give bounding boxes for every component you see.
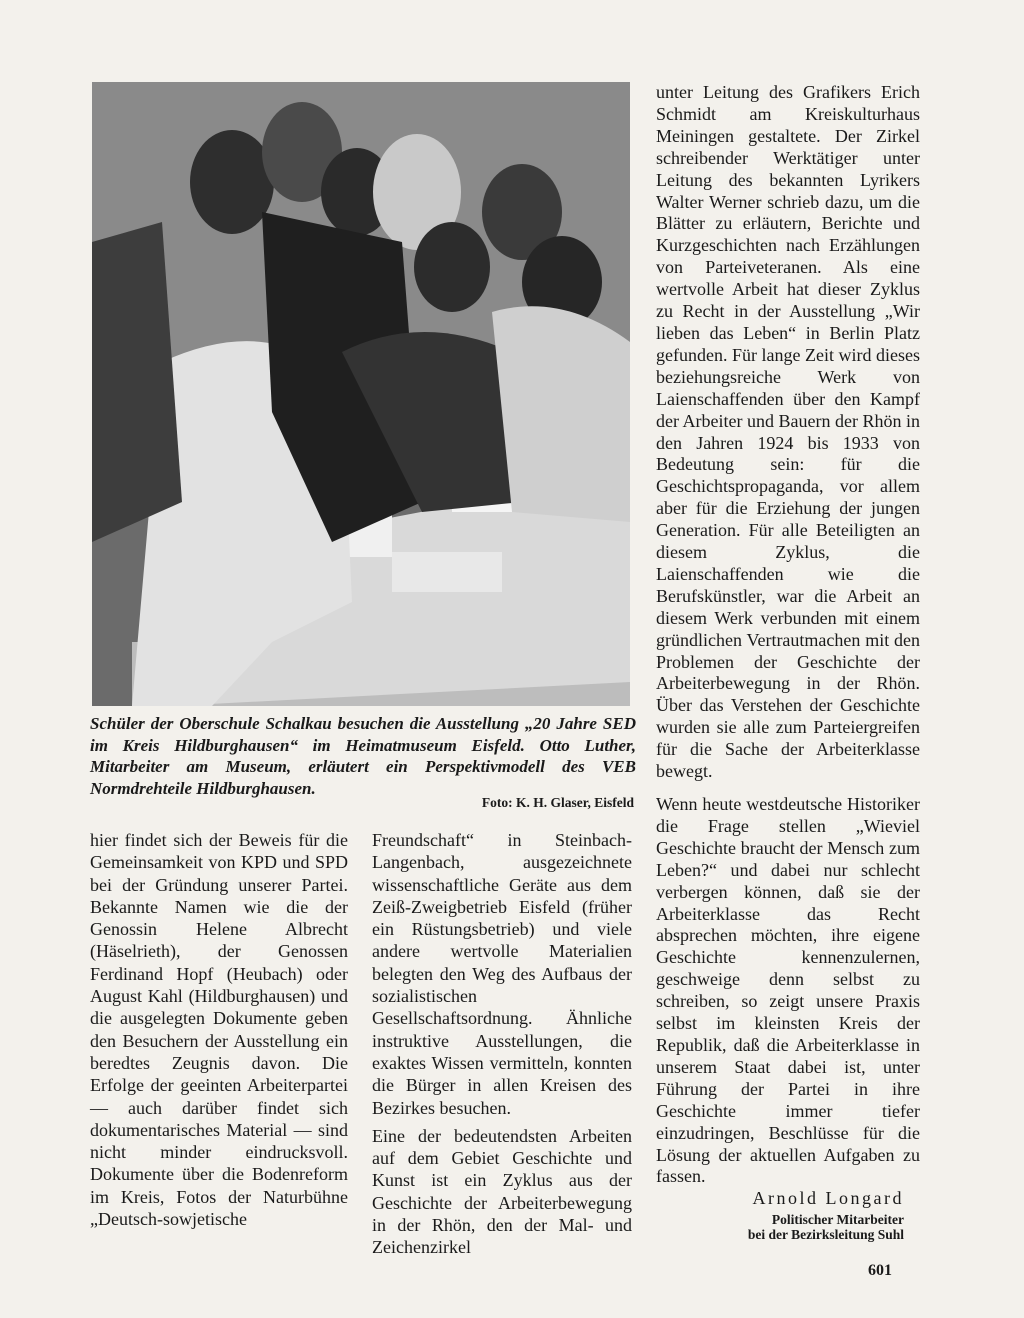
article-column-left — [90, 829, 348, 1230]
article-paragraph: Eine der bedeutendsten Arbeiten auf dem Gebiet Geschichte und Kunst ist ein Zyklus aus der Geschichte der Arbeiterbewegung in der Rhön, den der Mal- und Zeichenzirkel — [372, 1125, 632, 1258]
article-paragraph: Freundschaft“ in Steinbach-Langenbach, ausgezeichnete wissenschaftliche Geräte aus dem Zeiß-Zweigbetrieb Eisfeld (früher ein Rüstungsbetrieb) und viele andere wertvolle Materialien belegten den Weg des Aufbaus der sozialistischen Gesellschaftsordnung. Ähnliche instruktive Ausstellungen, die exaktes Wissen vermitteln, konnten die Bürger in allen Kreisen des Bezirkes besuchen. — [372, 830, 632, 1118]
photo-credit: Foto: K. H. Glaser, Eisfeld — [481, 795, 634, 810]
article-column-middle — [372, 829, 632, 1259]
exhibition-photo — [92, 82, 630, 706]
author-role — [656, 1212, 904, 1242]
article-column-right — [656, 82, 920, 1188]
page-number: 601 — [868, 1262, 892, 1279]
article-paragraph: unter Leitung des Grafikers Erich Schmidt am Kreiskulturhaus Meiningen gestaltete. Der Zirkel schreibender Werktätiger unter Leitung des bekannten Lyrikers Walter Werner schrieb dazu, um die Blätter zu erläutern, Berichte und Kurzgeschichten nach Erzählungen von Parteiveteranen. Als eine wertvolle Arbeit hat dieser Zyklus zu Recht in der Ausstellung „Wir lieben das Leben“ in Berlin Platz gefunden. Für lange Zeit wird dieses beziehungsreiche Werk von Laienschaffenden über den Kampf der Arbeiter und Bauern der Rhön in den Jahren 1924 bis 1933 von Bedeutung sein: für die Geschichtspropaganda, vor allem aber für die Erziehung der jungen Generation. Für alle Beteiligten an diesem Zyklus, die Laienschaffenden wie die Berufskünstler, war die Arbeit an diesem Werk verbunden mit einem gründlichen Vertrautmachen mit den Problemen der Geschichte der Arbeiterbewegung in der Rhön. Über das Verstehen der Geschichte wurden sie alle zum Parteiergreifen für die Sache der Arbeiterklasse bewegt. — [656, 82, 920, 782]
author-role-line: Politischer Mitarbeiter — [771, 1212, 904, 1227]
author-role-line: bei der Bezirksleitung Suhl — [747, 1227, 904, 1242]
article-paragraph: Wenn heute westdeutsche Historiker die Frage stellen „Wieviel Geschichte braucht der Mensch zum Leben?“ und dabei nur schlecht verbergen können, daß sie der Arbeiterklasse das Recht absprechen möchten, ihre eigene Geschichte kennenzulernen, geschweige denn selbst zu schreiben, so zeigt unsere Praxis selbst im kleinsten Kreis der Republik, daß die Arbeiterklasse in unserem Staat dabei ist, unter Führung der Partei in ihre Geschichte immer tiefer einzudringen, Beschlüsse für die Lösung der aktuellen Aufgaben zu fassen. — [656, 794, 920, 1187]
author-name: Arnold Longard — [752, 1188, 904, 1208]
article-paragraph: hier findet sich der Beweis für die Gemeinsamkeit von KPD und SPD bei der Gründung unserer Partei. Bekannte Namen wie die der Genossin Helene Albrecht (Häselrieth), der Genossen Ferdinand Hopf (Heubach) oder August Kahl (Hildburghausen) und die ausgelegten Dokumente geben den Besuchern der Ausstellung ein beredtes Zeugnis davon. Die Erfolge der geeinten Arbeiterpartei — auch darüber findet sich dokumentarisches Material — sind nicht minder eindrucksvoll. Dokumente über die Bodenreform im Kreis, Fotos der Naturbühne „Deutsch-sowjetische — [90, 830, 348, 1230]
author-signature — [656, 1188, 904, 1242]
photo-caption: Schüler der Oberschule Schalkau besuchen die Ausstellung „20 Jahre SED im Kreis Hildburghausen“ im Heimatmuseum Eisfeld. Otto Luther, Mitarbeiter am Museum, erläutert ein Perspektivmodell des VEB Normdrehteile Hildburghausen. — [90, 714, 636, 798]
photo-illustration — [92, 82, 630, 706]
